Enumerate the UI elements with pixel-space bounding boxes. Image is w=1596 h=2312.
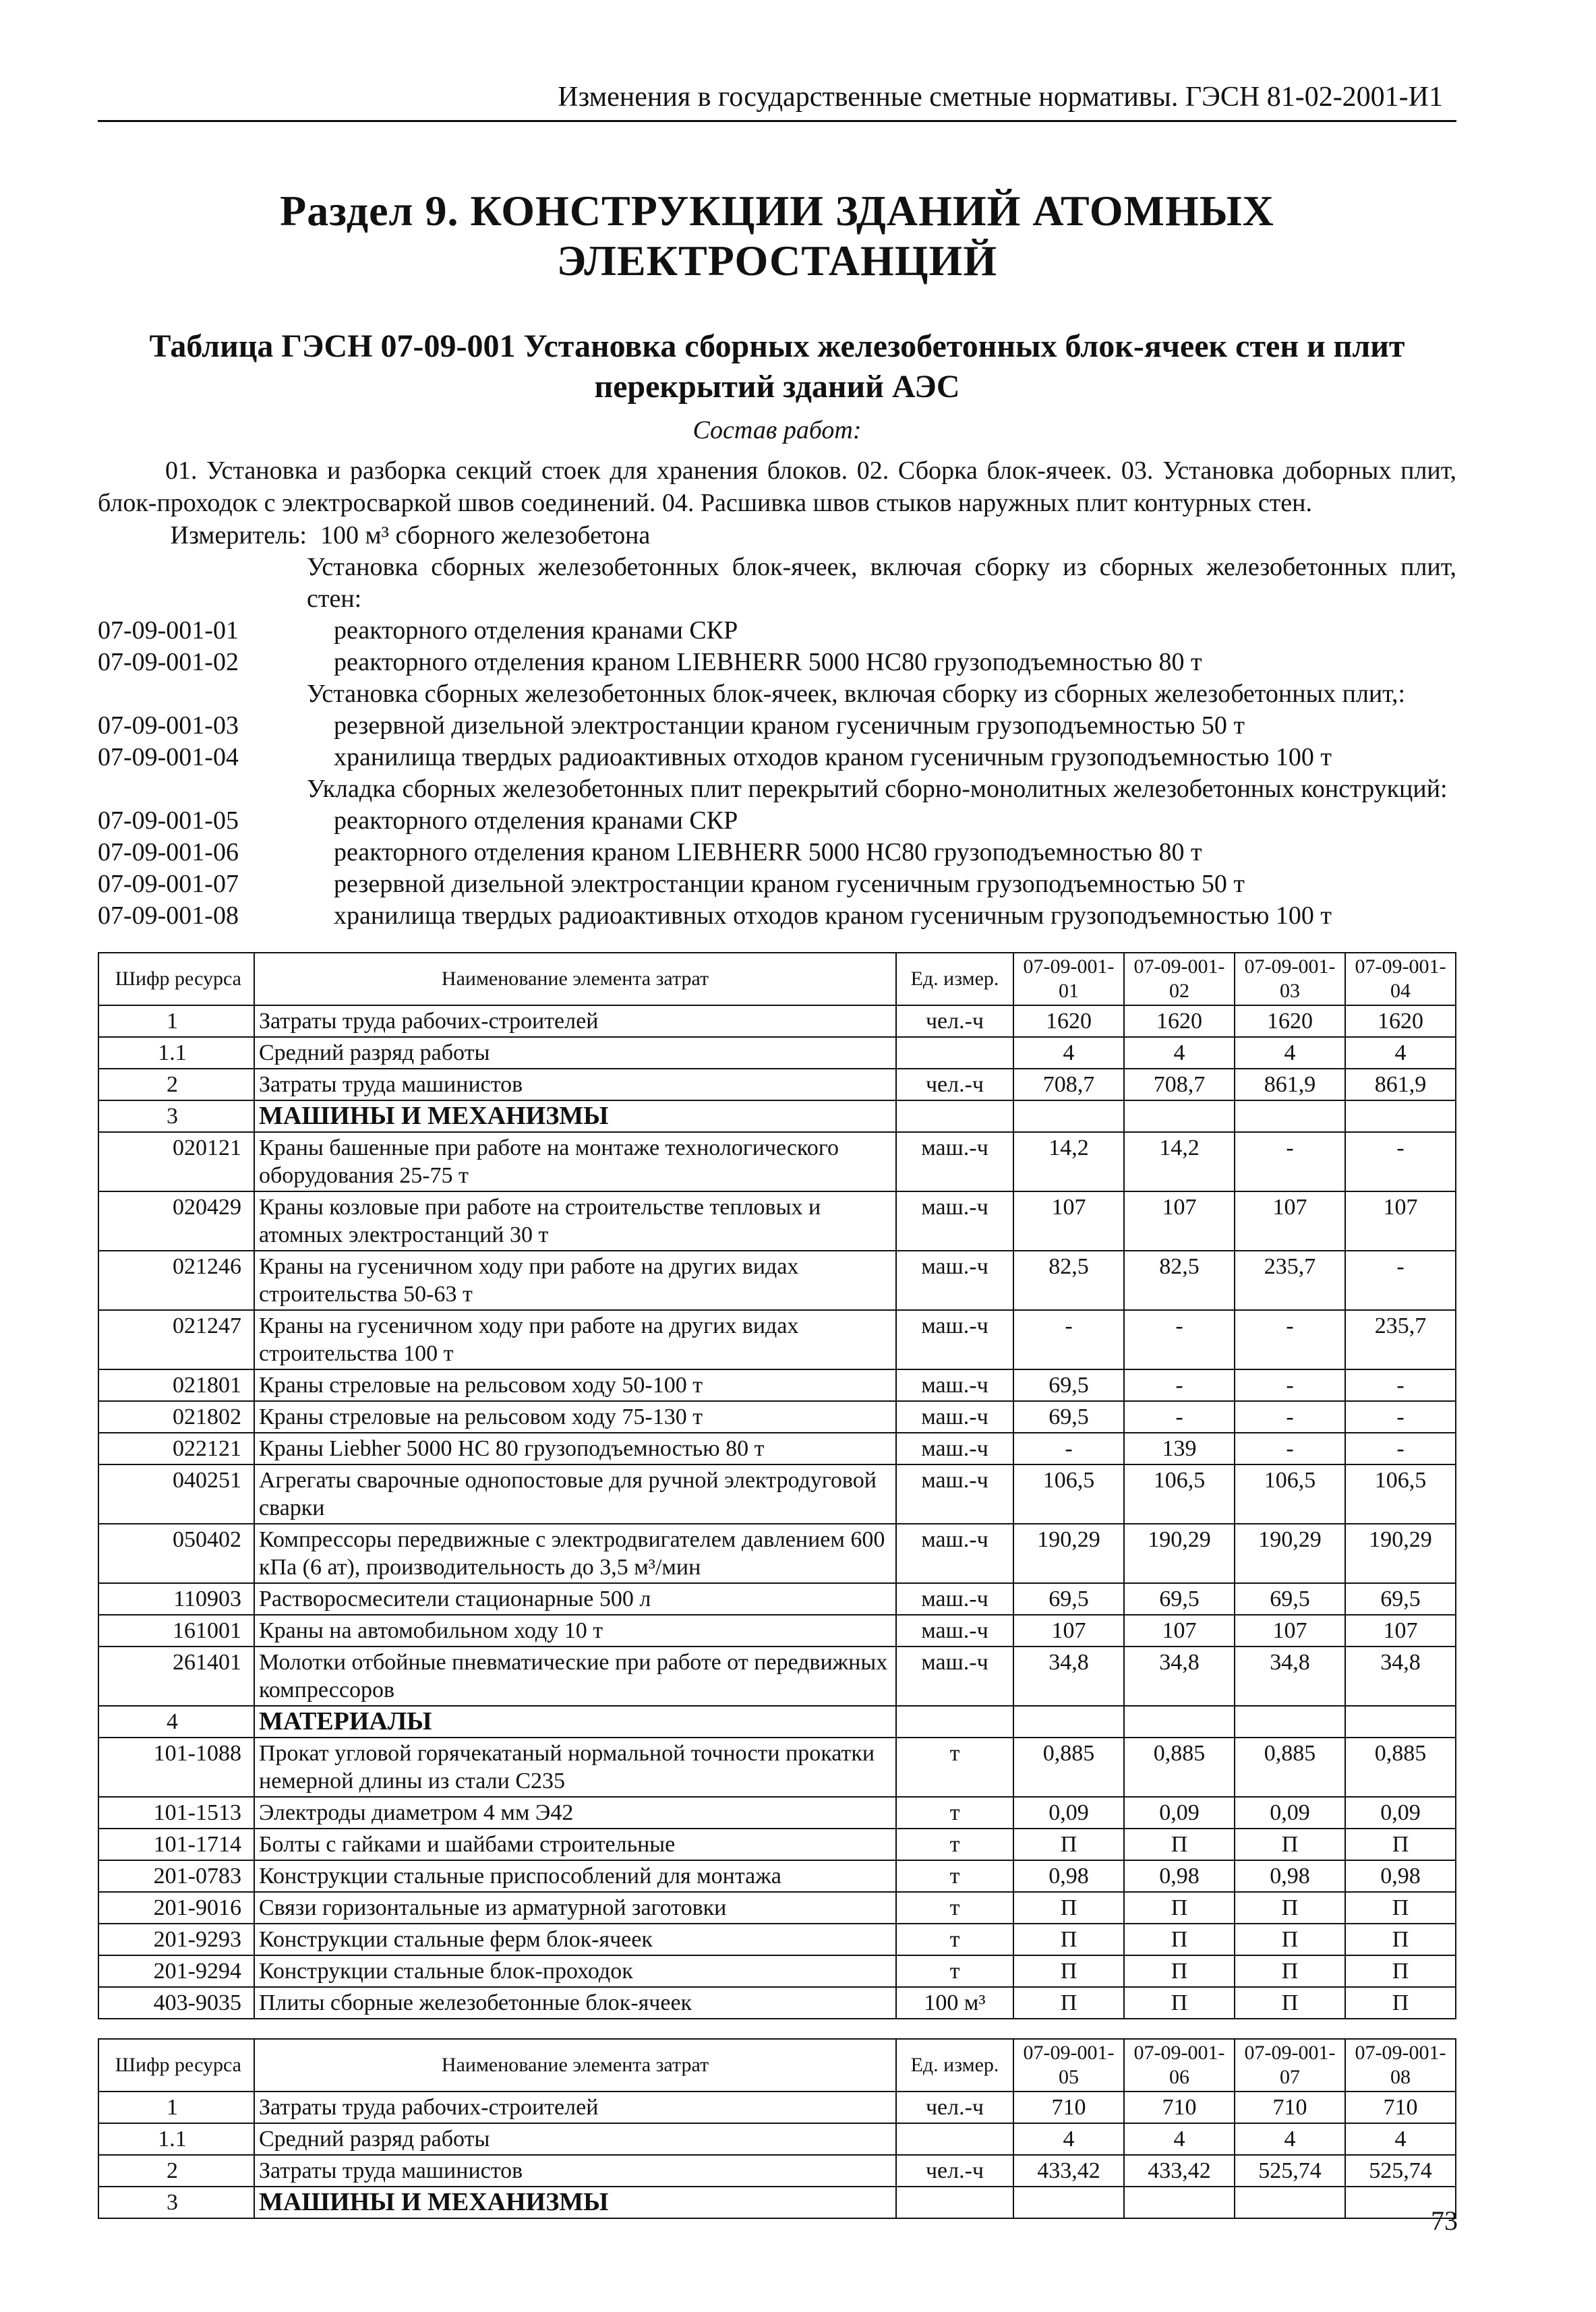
value-cell <box>1013 1706 1124 1738</box>
cost-element-name: Затраты труда рабочих-строителей <box>254 1005 896 1037</box>
value-cell: 82,5 <box>1124 1251 1235 1310</box>
cost-element-name: МАШИНЫ И МЕХАНИЗМЫ <box>254 2187 896 2218</box>
norm-description: реакторного отделения краном LIEBHERR 5000 HC80 грузоподъемностью 80 т <box>334 838 1202 866</box>
value-cell: 14,2 <box>1124 1132 1235 1191</box>
value-cell: 14,2 <box>1013 1132 1124 1191</box>
cost-element-name: Электроды диаметром 4 мм Э42 <box>254 1797 896 1829</box>
cost-element-name: МАШИНЫ И МЕХАНИЗМЫ <box>254 1100 896 1132</box>
value-cell <box>1235 1706 1345 1738</box>
composition-text: 01. Установка и разборка секций стоек для хранения блоков. 02. Сборка блок-ячеек. 03. Установка доборных плит, блок-проходок с электросваркой швов соединений. 04. Расшивка швов стыков наружных плит контурных стен. <box>98 456 1456 517</box>
cost-element-name: Затраты труда рабочих-строителей <box>254 2092 896 2123</box>
cost-element-name: Средний разряд работы <box>254 2123 896 2155</box>
unit: чел.-ч <box>896 1069 1013 1100</box>
table-row <box>98 1464 1456 1524</box>
unit <box>896 2187 1013 2218</box>
value-cell: 107 <box>1345 1615 1456 1647</box>
norm-codes-list <box>98 552 1456 932</box>
value-cell <box>1345 1706 1456 1738</box>
table-row <box>98 1310 1456 1369</box>
cost-element-name: Прокат угловой горячекатаный нормальной точности прокатки немерной длины из стали С235 <box>254 1738 896 1797</box>
value-cell: 4 <box>1345 1037 1456 1069</box>
unit: маш.-ч <box>896 1132 1013 1191</box>
value-cell <box>1235 1100 1345 1132</box>
value-cell: 710 <box>1235 2092 1345 2123</box>
running-header: Изменения в государственные сметные нормативы. ГЭСН 81-02-2001-И1 <box>98 81 1456 122</box>
cost-element-name: Краны стреловые на рельсовом ходу 50-100 т <box>254 1369 896 1401</box>
unit: т <box>896 1797 1013 1829</box>
norm-code-row <box>98 837 1456 868</box>
measure-value: 100 м³ сборного железобетона <box>320 521 651 550</box>
table-row <box>98 1433 1456 1464</box>
value-cell: 190,29 <box>1235 1524 1345 1583</box>
column-header: Шифр ресурса <box>98 953 254 1005</box>
table-row <box>98 1955 1456 1987</box>
norm-description: резервной дизельной электростанции краном гусеничным грузоподъемностью 50 т <box>334 870 1245 898</box>
cost-element-name: Краны на гусеничном ходу при работе на других видах строительства 50-63 т <box>254 1251 896 1310</box>
norm-code-row <box>98 647 1456 678</box>
table-row <box>98 1401 1456 1433</box>
cost-table-2 <box>98 2038 1456 2219</box>
table-row <box>98 1037 1456 1069</box>
value-cell: 106,5 <box>1345 1464 1456 1524</box>
table-row <box>98 1251 1456 1310</box>
value-cell: 0,09 <box>1345 1797 1456 1829</box>
value-cell: П <box>1013 1987 1124 2019</box>
resource-code: 101-1513 <box>98 1797 254 1829</box>
norm-code: 07-09-001-05 <box>98 806 239 835</box>
cost-element-name: Затраты труда машинистов <box>254 1069 896 1100</box>
unit: чел.-ч <box>896 2155 1013 2187</box>
norm-code-row <box>98 805 1456 837</box>
value-cell: 190,29 <box>1345 1524 1456 1583</box>
column-header: Наименование элемента затрат <box>254 953 896 1005</box>
cost-element-name: Средний разряд работы <box>254 1037 896 1069</box>
column-header: 07-09-001-05 <box>1013 2039 1124 2092</box>
value-cell: 34,8 <box>1013 1647 1124 1706</box>
table-row <box>98 1924 1456 1955</box>
value-cell: 107 <box>1013 1615 1124 1647</box>
value-cell: 69,5 <box>1013 1583 1124 1615</box>
value-cell: 525,74 <box>1235 2155 1345 2187</box>
composition-heading: Состав работ: <box>692 416 862 444</box>
norm-code-row <box>98 615 1456 647</box>
table-row <box>98 1132 1456 1191</box>
value-cell: 69,5 <box>1124 1583 1235 1615</box>
column-header: Ед. измер. <box>896 953 1013 1005</box>
norm-code: 07-09-001-02 <box>98 648 239 676</box>
value-cell: 1620 <box>1345 1005 1456 1037</box>
measure-label: Измеритель: <box>170 521 307 550</box>
value-cell: П <box>1345 1987 1456 2019</box>
table-title: Таблица ГЭСН 07-09-001 Установка сборных железобетонных блок-ячеек стен и плит перекрытий зданий АЭС <box>149 328 1405 405</box>
value-cell: - <box>1235 1310 1345 1369</box>
value-cell: 708,7 <box>1013 1069 1124 1100</box>
table-row <box>98 1647 1456 1706</box>
value-cell: 106,5 <box>1013 1464 1124 1524</box>
resource-code: 403-9035 <box>98 1987 254 2019</box>
value-cell: - <box>1124 1310 1235 1369</box>
cost-element-name: Агрегаты сварочные однопостовые для ручной электродуговой сварки <box>254 1464 896 1524</box>
resource-code: 3 <box>98 2187 254 2218</box>
unit: маш.-ч <box>896 1615 1013 1647</box>
norm-code: 07-09-001-04 <box>98 743 239 771</box>
resource-code: 1 <box>98 1005 254 1037</box>
value-cell: - <box>1345 1401 1456 1433</box>
value-cell: П <box>1345 1955 1456 1987</box>
table-row <box>98 2123 1456 2155</box>
norm-code-row <box>98 868 1456 900</box>
value-cell: П <box>1235 1955 1345 1987</box>
value-cell: 235,7 <box>1235 1251 1345 1310</box>
value-cell: 0,885 <box>1345 1738 1456 1797</box>
unit: т <box>896 1892 1013 1924</box>
column-header: 07-09-001-06 <box>1124 2039 1235 2092</box>
table-row <box>98 1005 1456 1037</box>
measure-line <box>98 519 1456 552</box>
norm-description: реакторного отделения краном LIEBHERR 5000 HC80 грузоподъемностью 80 т <box>334 648 1202 676</box>
table-row <box>98 1369 1456 1401</box>
value-cell <box>1124 1706 1235 1738</box>
norm-code: 07-09-001-07 <box>98 870 239 898</box>
cost-element-name: Краны стреловые на рельсовом ходу 75-130 т <box>254 1401 896 1433</box>
value-cell: 69,5 <box>1013 1401 1124 1433</box>
norm-code: 07-09-001-06 <box>98 838 239 866</box>
value-cell: 69,5 <box>1235 1583 1345 1615</box>
cost-element-name: Связи горизонтальные из арматурной заготовки <box>254 1892 896 1924</box>
value-cell: 34,8 <box>1345 1647 1456 1706</box>
resource-code: 161001 <box>98 1615 254 1647</box>
value-cell <box>1013 2187 1124 2218</box>
cost-element-name: Краны Liebher 5000 НС 80 грузоподъемностью 80 т <box>254 1433 896 1464</box>
cost-element-name: Компрессоры передвижные с электродвигателем давлением 600 кПа (6 ат), производительность до 3,5 м³/мин <box>254 1524 896 1583</box>
unit: маш.-ч <box>896 1251 1013 1310</box>
value-cell: 0,885 <box>1235 1738 1345 1797</box>
value-cell: П <box>1345 1829 1456 1860</box>
resource-code: 201-0783 <box>98 1860 254 1892</box>
unit: т <box>896 1738 1013 1797</box>
unit: чел.-ч <box>896 2092 1013 2123</box>
value-cell: П <box>1345 1924 1456 1955</box>
value-cell: 0,98 <box>1345 1860 1456 1892</box>
value-cell: 107 <box>1235 1615 1345 1647</box>
value-cell: П <box>1013 1924 1124 1955</box>
column-header: Шифр ресурса <box>98 2039 254 2092</box>
table-row <box>98 1892 1456 1924</box>
cost-element-name: Краны козловые при работе на строительстве тепловых и атомных электростанций 30 т <box>254 1191 896 1251</box>
unit <box>896 2123 1013 2155</box>
value-cell: 106,5 <box>1124 1464 1235 1524</box>
value-cell: 0,885 <box>1124 1738 1235 1797</box>
unit <box>896 1706 1013 1738</box>
table-header-row <box>98 953 1456 1005</box>
table-row <box>98 1191 1456 1251</box>
norm-code: 07-09-001-01 <box>98 616 239 645</box>
unit <box>896 1100 1013 1132</box>
value-cell: - <box>1235 1369 1345 1401</box>
value-cell: 0,98 <box>1235 1860 1345 1892</box>
norm-description: реакторного отделения кранами СКР <box>334 616 738 645</box>
value-cell: 1620 <box>1013 1005 1124 1037</box>
group-title: Установка сборных железобетонных блок-ячеек, включая сборку из сборных железобетонных плит, стен: <box>307 553 1456 613</box>
value-cell: 710 <box>1345 2092 1456 2123</box>
column-header: 07-09-001-08 <box>1345 2039 1456 2092</box>
value-cell: 4 <box>1013 1037 1124 1069</box>
value-cell: П <box>1235 1829 1345 1860</box>
value-cell: 139 <box>1124 1433 1235 1464</box>
norm-description: хранилища твердых радиоактивных отходов краном гусеничным грузоподъемностью 100 т <box>334 743 1332 771</box>
value-cell: 34,8 <box>1124 1647 1235 1706</box>
value-cell: - <box>1235 1132 1345 1191</box>
value-cell: 4 <box>1235 1037 1345 1069</box>
value-cell: 1620 <box>1124 1005 1235 1037</box>
value-cell: П <box>1124 1987 1235 2019</box>
value-cell: 0,885 <box>1013 1738 1124 1797</box>
cost-element-name: Молотки отбойные пневматические при работе от передвижных компрессоров <box>254 1647 896 1706</box>
resource-code: 101-1714 <box>98 1829 254 1860</box>
norm-code: 07-09-001-03 <box>98 711 239 740</box>
unit: маш.-ч <box>896 1401 1013 1433</box>
unit: т <box>896 1860 1013 1892</box>
value-cell: 861,9 <box>1345 1069 1456 1100</box>
cost-element-name: Конструкции стальные блок-проходок <box>254 1955 896 1987</box>
resource-code: 201-9294 <box>98 1955 254 1987</box>
value-cell: 69,5 <box>1013 1369 1124 1401</box>
value-cell: 107 <box>1345 1191 1456 1251</box>
cost-element-name: Растворосмесители стационарные 500 л <box>254 1583 896 1615</box>
value-cell: 107 <box>1013 1191 1124 1251</box>
cost-table-1 <box>98 952 1456 2019</box>
value-cell: - <box>1345 1369 1456 1401</box>
value-cell: - <box>1124 1369 1235 1401</box>
unit: маш.-ч <box>896 1433 1013 1464</box>
resource-code: 110903 <box>98 1583 254 1615</box>
cost-element-name: Краны на автомобильном ходу 10 т <box>254 1615 896 1647</box>
table-row <box>98 2187 1456 2218</box>
resource-code: 021802 <box>98 1401 254 1433</box>
unit: чел.-ч <box>896 1005 1013 1037</box>
document-page <box>98 81 1456 2219</box>
value-cell <box>1345 1100 1456 1132</box>
value-cell: 4 <box>1124 2123 1235 2155</box>
value-cell: 0,09 <box>1235 1797 1345 1829</box>
resource-code: 201-9016 <box>98 1892 254 1924</box>
value-cell: 433,42 <box>1013 2155 1124 2187</box>
resource-code: 020121 <box>98 1132 254 1191</box>
value-cell: П <box>1124 1829 1235 1860</box>
table-row <box>98 1615 1456 1647</box>
value-cell: 107 <box>1124 1191 1235 1251</box>
value-cell: 190,29 <box>1124 1524 1235 1583</box>
resource-code: 101-1088 <box>98 1738 254 1797</box>
value-cell: 4 <box>1124 1037 1235 1069</box>
value-cell: - <box>1345 1132 1456 1191</box>
unit: маш.-ч <box>896 1464 1013 1524</box>
unit: т <box>896 1829 1013 1860</box>
cost-element-name: Болты с гайками и шайбами строительные <box>254 1829 896 1860</box>
resource-code: 021247 <box>98 1310 254 1369</box>
column-header: 07-09-001-03 <box>1235 953 1345 1005</box>
value-cell: - <box>1345 1433 1456 1464</box>
table-row <box>98 1583 1456 1615</box>
resource-code: 050402 <box>98 1524 254 1583</box>
table-row <box>98 1797 1456 1829</box>
cost-element-name: Краны башенные при работе на монтаже технологического оборудования 25-75 т <box>254 1132 896 1191</box>
value-cell: 710 <box>1124 2092 1235 2123</box>
group-title: Установка сборных железобетонных блок-ячеек, включая сборку из сборных железобетонных плит,: <box>307 680 1406 708</box>
group-title: Укладка сборных железобетонных плит перекрытий сборно-монолитных железобетонных конструкций: <box>307 775 1448 803</box>
resource-code: 1.1 <box>98 1037 254 1069</box>
value-cell: - <box>1013 1433 1124 1464</box>
value-cell: 34,8 <box>1235 1647 1345 1706</box>
unit: маш.-ч <box>896 1647 1013 1706</box>
resource-code: 020429 <box>98 1191 254 1251</box>
page-number: 73 <box>1431 2205 1458 2236</box>
value-cell: 107 <box>1235 1191 1345 1251</box>
value-cell: П <box>1235 1892 1345 1924</box>
norm-code-row <box>98 900 1456 932</box>
cost-element-name: Затраты труда машинистов <box>254 2155 896 2187</box>
table-row <box>98 1860 1456 1892</box>
resource-code: 261401 <box>98 1647 254 1706</box>
column-header: Ед. измер. <box>896 2039 1013 2092</box>
value-cell: 525,74 <box>1345 2155 1456 2187</box>
unit: маш.-ч <box>896 1191 1013 1251</box>
value-cell: 4 <box>1235 2123 1345 2155</box>
column-header: 07-09-001-04 <box>1345 953 1456 1005</box>
resource-code: 021801 <box>98 1369 254 1401</box>
column-header: 07-09-001-02 <box>1124 953 1235 1005</box>
value-cell: - <box>1235 1401 1345 1433</box>
value-cell <box>1013 1100 1124 1132</box>
unit: маш.-ч <box>896 1583 1013 1615</box>
table-row <box>98 2092 1456 2123</box>
value-cell: 106,5 <box>1235 1464 1345 1524</box>
column-header: Наименование элемента затрат <box>254 2039 896 2092</box>
cost-element-name: Конструкции стальные приспособлений для монтажа <box>254 1860 896 1892</box>
norm-code-row <box>98 710 1456 742</box>
value-cell: 190,29 <box>1013 1524 1124 1583</box>
value-cell: 4 <box>1013 2123 1124 2155</box>
resource-code: 1.1 <box>98 2123 254 2155</box>
value-cell: П <box>1124 1924 1235 1955</box>
norm-description: хранилища твердых радиоактивных отходов краном гусеничным грузоподъемностью 100 т <box>334 901 1332 930</box>
cost-element-name: Краны на гусеничном ходу при работе на других видах строительства 100 т <box>254 1310 896 1369</box>
value-cell: 4 <box>1345 2123 1456 2155</box>
resource-code: 3 <box>98 1100 254 1132</box>
table-header-row <box>98 2039 1456 2092</box>
resource-code: 021246 <box>98 1251 254 1310</box>
table-row <box>98 2155 1456 2187</box>
table-row <box>98 1524 1456 1583</box>
table-row <box>98 1706 1456 1738</box>
column-header: 07-09-001-01 <box>1013 953 1124 1005</box>
section-title: Раздел 9. КОНСТРУКЦИИ ЗДАНИЙ АТОМНЫХ ЭЛЕКТРОСТАНЦИЙ <box>280 187 1274 285</box>
value-cell: П <box>1013 1829 1124 1860</box>
cost-element-name: Плиты сборные железобетонные блок-ячеек <box>254 1987 896 2019</box>
value-cell <box>1124 2187 1235 2218</box>
value-cell: - <box>1345 1251 1456 1310</box>
value-cell: П <box>1124 1955 1235 1987</box>
table-row <box>98 1987 1456 2019</box>
resource-code: 4 <box>98 1706 254 1738</box>
value-cell: 0,98 <box>1124 1860 1235 1892</box>
resource-code: 022121 <box>98 1433 254 1464</box>
resource-code: 040251 <box>98 1464 254 1524</box>
norm-code: 07-09-001-08 <box>98 901 239 930</box>
unit <box>896 1037 1013 1069</box>
value-cell: П <box>1235 1924 1345 1955</box>
resource-code: 1 <box>98 2092 254 2123</box>
unit: 100 м³ <box>896 1987 1013 2019</box>
value-cell: 710 <box>1013 2092 1124 2123</box>
unit: т <box>896 1924 1013 1955</box>
unit: маш.-ч <box>896 1369 1013 1401</box>
value-cell: 69,5 <box>1345 1583 1456 1615</box>
value-cell: 861,9 <box>1235 1069 1345 1100</box>
unit: маш.-ч <box>896 1524 1013 1583</box>
table-row <box>98 1069 1456 1100</box>
value-cell: - <box>1124 1401 1235 1433</box>
norm-description: резервной дизельной электростанции краном гусеничным грузоподъемностью 50 т <box>334 711 1245 740</box>
value-cell: П <box>1013 1955 1124 1987</box>
value-cell: - <box>1013 1310 1124 1369</box>
resource-code: 2 <box>98 2155 254 2187</box>
value-cell: - <box>1235 1433 1345 1464</box>
column-header: 07-09-001-07 <box>1235 2039 1345 2092</box>
norm-code-row <box>98 742 1456 773</box>
value-cell: П <box>1124 1892 1235 1924</box>
value-cell: 1620 <box>1235 1005 1345 1037</box>
cost-element-name: МАТЕРИАЛЫ <box>254 1706 896 1738</box>
value-cell: П <box>1013 1892 1124 1924</box>
norm-description: реакторного отделения кранами СКР <box>334 806 738 835</box>
cost-element-name: Конструкции стальные ферм блок-ячеек <box>254 1924 896 1955</box>
value-cell: 0,09 <box>1124 1797 1235 1829</box>
table-row <box>98 1100 1456 1132</box>
value-cell: 82,5 <box>1013 1251 1124 1310</box>
value-cell: П <box>1235 1987 1345 2019</box>
resource-code: 201-9293 <box>98 1924 254 1955</box>
value-cell: 235,7 <box>1345 1310 1456 1369</box>
value-cell: 708,7 <box>1124 1069 1235 1100</box>
value-cell <box>1235 2187 1345 2218</box>
value-cell: 433,42 <box>1124 2155 1235 2187</box>
unit: т <box>896 1955 1013 1987</box>
table-row <box>98 1829 1456 1860</box>
value-cell: 0,98 <box>1013 1860 1124 1892</box>
value-cell: 107 <box>1124 1615 1235 1647</box>
table-row <box>98 1738 1456 1797</box>
unit: маш.-ч <box>896 1310 1013 1369</box>
value-cell: 0,09 <box>1013 1797 1124 1829</box>
value-cell <box>1124 1100 1235 1132</box>
resource-code: 2 <box>98 1069 254 1100</box>
value-cell: П <box>1345 1892 1456 1924</box>
